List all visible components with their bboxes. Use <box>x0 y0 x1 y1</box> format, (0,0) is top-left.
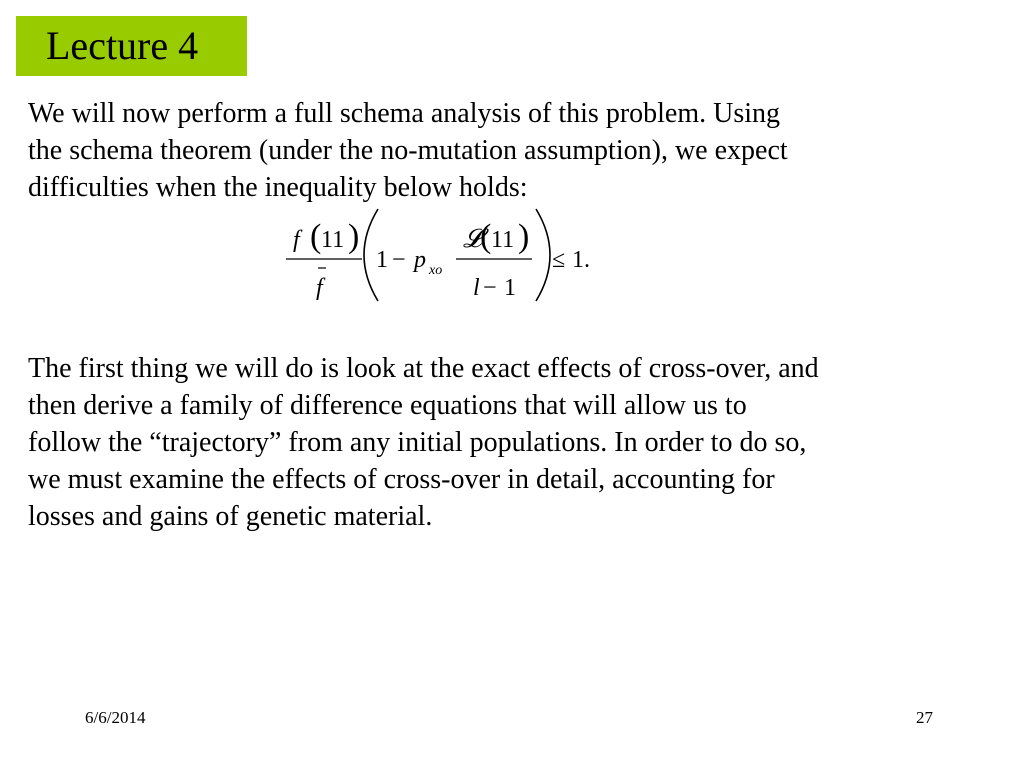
formula-rhs: 1. <box>572 247 590 273</box>
inequality-formula <box>280 205 620 305</box>
formula-one: 1 <box>376 247 388 273</box>
footer-date: 6/6/2014 <box>85 708 146 727</box>
footer-page-number: 27 <box>916 708 933 727</box>
formula-svg <box>280 205 620 305</box>
formula-paren-open: ( <box>310 218 322 255</box>
formula-defining-length: 𝓛 <box>463 224 482 253</box>
formula-den-minus: − <box>483 275 497 301</box>
formula-l: l <box>473 275 480 301</box>
formula-paren-close-2: ) <box>518 218 530 255</box>
formula-paren-close: ) <box>348 218 360 255</box>
title-box <box>16 16 247 76</box>
formula-L-arg: 11 <box>491 227 515 253</box>
slide-title: Lecture 4 <box>46 23 199 68</box>
formula-paren-open-2: ( <box>480 218 492 255</box>
formula-fbar: f <box>316 275 323 301</box>
paragraph-intro: We will now perform a full schema analysis of this problem. Using the schema theorem (under the no-mutation assumption), we expect difficulties when the inequality below holds: <box>28 98 788 203</box>
paragraph-crossover: The first thing we will do is look at the exact effects of cross-over, and then derive a family of difference equations that will allow us to follow the “trajectory” from any initial populations. In order to do so, we must examine the effects of cross-over in detail, accounting for losses and gains of genetic material. <box>28 353 819 532</box>
formula-big-paren-right <box>536 209 550 301</box>
formula-den-one: 1 <box>504 275 516 301</box>
formula-p-subscript: xo <box>429 263 443 278</box>
formula-f-arg: 11 <box>321 227 345 253</box>
formula-f: f <box>293 227 300 253</box>
formula-leq: ≤ <box>552 247 566 273</box>
formula-p: p <box>414 247 426 273</box>
formula-minus: − <box>392 247 406 273</box>
